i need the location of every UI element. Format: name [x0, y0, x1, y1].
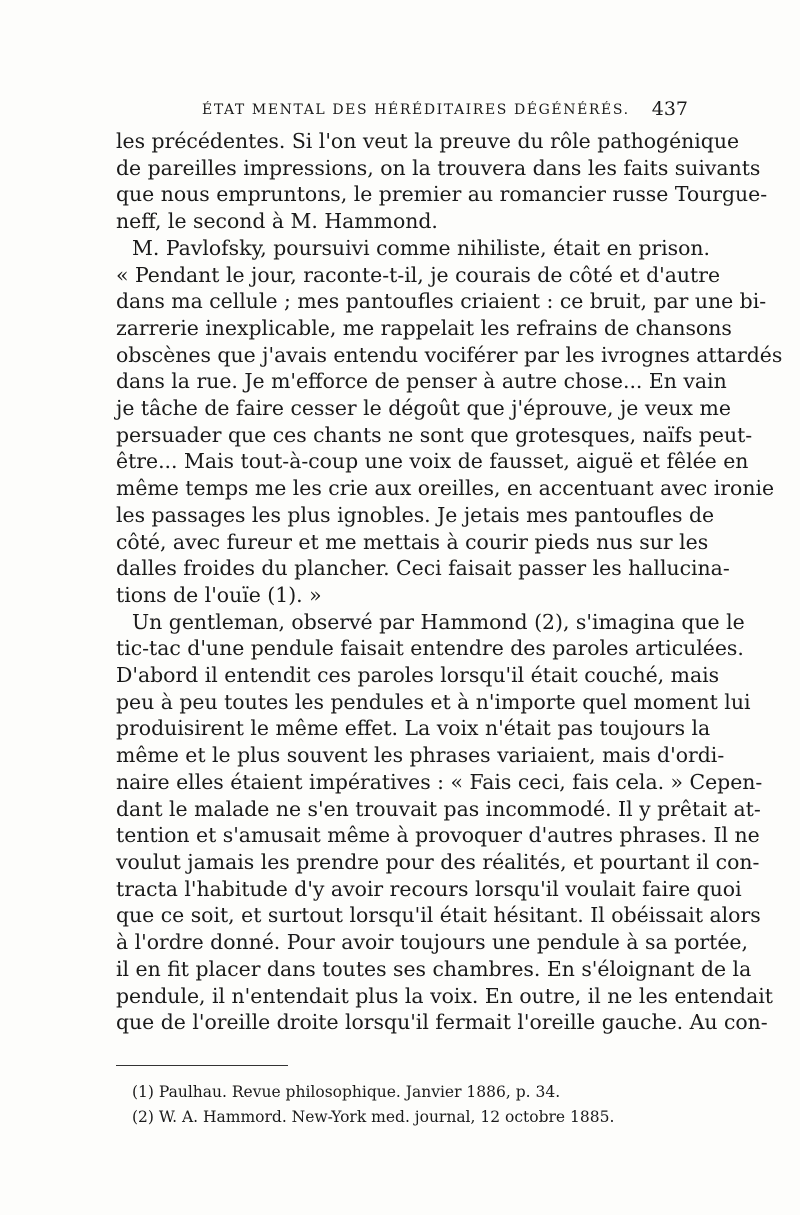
text-line: « Pendant le jour, raconte-t-il, je courais de côté et d'autre	[116, 262, 721, 287]
footnotes	[132, 1080, 652, 1130]
text-line: tions de l'ouïe (1). »	[116, 582, 322, 607]
text-line: tic-tac d'une pendule faisait entendre des paroles articulées.	[116, 636, 744, 661]
text-line: obscènes que j'avais entendu vociférer par les ivrognes attardés	[116, 342, 783, 367]
text-line: de pareilles impressions, on la trouvera dans les faits suivants	[116, 155, 761, 180]
text-line: voulut jamais les prendre pour des réalités, et pourtant il con-	[116, 849, 760, 874]
text-line: D'abord il entendit ces paroles lorsqu'il était couché, mais	[116, 663, 720, 688]
text-line: les passages les plus ignobles. Je jetais mes pantoufles de	[116, 502, 715, 527]
text-line: tracta l'habitude d'y avoir recours lorsqu'il voulait faire quoi	[116, 876, 742, 901]
text-line: pendule, il n'entendait plus la voix. En outre, il ne les entendait	[116, 983, 773, 1008]
footnote-divider	[116, 1065, 288, 1066]
text-line: il en fit placer dans toutes ses chambres. En s'éloignant de la	[116, 956, 752, 981]
text-line: que nous empruntons, le premier au romancier russe Tourgue-	[116, 182, 768, 207]
text-line: Un gentleman, observé par Hammond (2), s'imagina que le	[132, 609, 745, 634]
text-line: produisirent le même effet. La voix n'était pas toujours la	[116, 716, 711, 741]
footnote: (2) W. A. Hammord. New-York med. journal, 12 octobre 1885.	[132, 1108, 615, 1126]
text-line: les précédentes. Si l'on veut la preuve du rôle pathogénique	[116, 129, 740, 153]
text-line: peu à peu toutes les pendules et à n'importe quel moment lui	[116, 689, 751, 714]
text-line: même temps me les crie aux oreilles, en accentuant avec ironie	[116, 476, 775, 501]
footnote: (1) Paulhau. Revue philosophique. Janvier 1886, p. 34.	[132, 1083, 561, 1101]
text-line: dans ma cellule ; mes pantoufles criaient : ce bruit, par une bi-	[116, 289, 767, 314]
text-line: dant le malade ne s'en trouvait pas incommodé. Il y prêtait at-	[116, 796, 761, 821]
text-line: côté, avec fureur et me mettais à courir pieds nus sur les	[116, 529, 709, 554]
text-line: à l'ordre donné. Pour avoir toujours une pendule à sa portée,	[116, 930, 748, 955]
text-line: être... Mais tout-à-coup une voix de fausset, aiguë et fêlée en	[116, 449, 749, 474]
text-line: neff, le second à M. Hammond.	[116, 209, 438, 234]
text-line: dans la rue. Je m'efforce de penser à autre chose... En vain	[116, 369, 727, 394]
text-line: que de l'oreille droite lorsqu'il fermait l'oreille gauche. Au con-	[116, 1010, 768, 1035]
running-title: ÉTAT MENTAL DES HÉRÉDITAIRES DÉGÉNÉRÉS.	[202, 102, 630, 118]
text-line: persuader que ces chants ne sont que grotesques, naïfs peut-	[116, 422, 753, 447]
text-line: naire elles étaient impératives : « Fais ceci, fais cela. » Cepen-	[116, 769, 763, 794]
text-line: que ce soit, et surtout lorsqu'il était hésitant. Il obéissait alors	[116, 903, 761, 928]
text-line: tention et s'amusait même à provoquer d'autres phrases. Il ne	[116, 823, 760, 848]
text-line: même et le plus souvent les phrases variaient, mais d'ordi-	[116, 743, 725, 768]
text-line: je tâche de faire cesser le dégoût que j'éprouve, je veux me	[116, 396, 731, 421]
text-line: M. Pavlofsky, poursuivi comme nihiliste, était en prison.	[132, 235, 711, 260]
page-number: 437	[651, 98, 688, 120]
text-line: dalles froides du plancher. Ceci faisait passer les hallucina-	[116, 556, 730, 581]
running-head	[190, 98, 688, 126]
body-text	[116, 128, 783, 1036]
text-line: zarrerie inexplicable, me rappelait les refrains de chansons	[116, 315, 732, 340]
